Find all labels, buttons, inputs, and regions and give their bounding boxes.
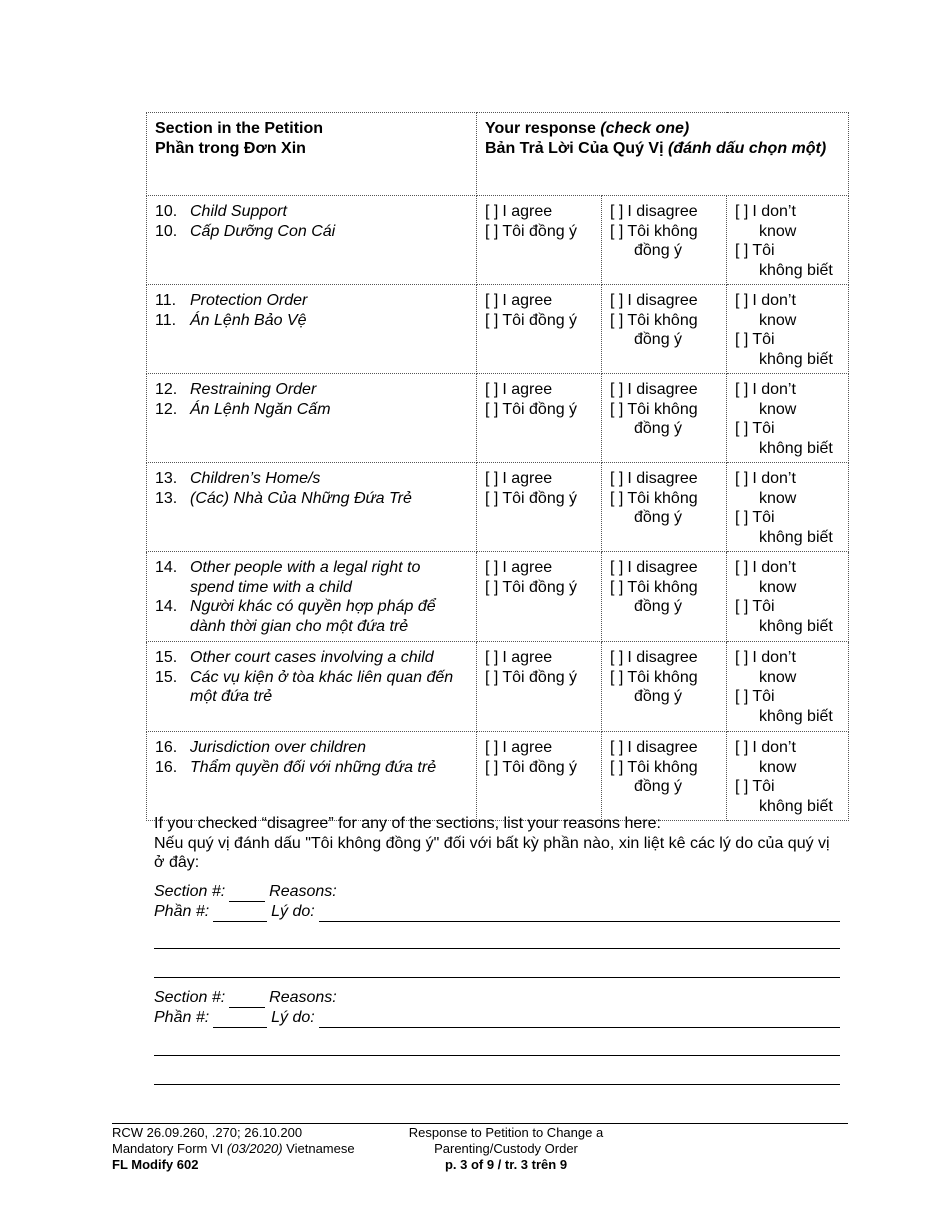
disagree-vi-checkbox[interactable]: [ ] Tôi không	[610, 400, 698, 418]
table-row-10	[147, 196, 849, 285]
dontknow-vi-cont: không biết	[759, 261, 833, 279]
disagree-vi-checkbox[interactable]: [ ] Tôi không	[610, 311, 698, 329]
agree-vi-checkbox[interactable]: [ ] Tôi đồng ý	[485, 222, 578, 240]
section-cell	[147, 374, 477, 463]
section-cell	[147, 732, 477, 821]
footer-left	[112, 1125, 355, 1173]
dontknow-checkbox[interactable]: [ ] I don’t	[735, 649, 796, 666]
agree-cell	[477, 196, 602, 285]
dontknow-cell	[727, 285, 849, 374]
dontknow-vi-cont: không biết	[759, 797, 833, 815]
disagree-vi-cont: đồng ý	[634, 778, 683, 795]
dontknow-en-cont: know	[759, 578, 797, 596]
dontknow-checkbox[interactable]: [ ] I don’t	[735, 470, 796, 487]
section-cell	[147, 196, 477, 285]
table-row-13	[147, 463, 849, 552]
footer-divider	[112, 1123, 848, 1124]
reason-phan-line: Phần #: Lý do:	[154, 902, 840, 922]
reasons-instruction-vi: Nếu quý vị đánh dấu "Tôi không đồng ý" đối với bất kỳ phần nào, xin liệt kê các lý do của quý vị ở đây:	[154, 834, 830, 871]
dontknow-vi-cont: không biết	[759, 528, 833, 546]
agree-cell	[477, 732, 602, 821]
table-row-15	[147, 642, 849, 732]
dontknow-vi-checkbox[interactable]: [ ] Tôi	[735, 688, 775, 705]
agree-checkbox[interactable]: [ ] I agree	[485, 203, 553, 220]
section-en: 11. Protection Order	[155, 292, 308, 309]
dontknow-checkbox[interactable]: [ ] I don’t	[735, 739, 796, 756]
disagree-cell	[602, 285, 727, 374]
header-section-vi: Phần trong Đơn Xin	[155, 139, 306, 157]
disagree-vi-cont: đồng ý	[634, 598, 683, 615]
section-vi: 12. Án Lệnh Ngăn Cấm	[155, 400, 331, 418]
dontknow-checkbox[interactable]: [ ] I don’t	[735, 203, 796, 220]
table-row-12	[147, 374, 849, 463]
footer-rcw: RCW 26.09.260, .270; 26.10.200	[112, 1125, 303, 1140]
dontknow-vi-checkbox[interactable]: [ ] Tôi	[735, 778, 775, 795]
agree-checkbox[interactable]: [ ] I agree	[485, 649, 553, 666]
dontknow-cell	[727, 642, 849, 732]
disagree-checkbox[interactable]: [ ] I disagree	[610, 292, 698, 309]
phan-number-blank[interactable]	[213, 1012, 267, 1028]
disagree-vi-cont: đồng ý	[634, 688, 683, 705]
header-response-vi: Bản Trả Lời Của Quý Vị (đánh dấu chọn một)	[485, 139, 827, 157]
dontknow-vi-cont: không biết	[759, 617, 833, 635]
disagree-cell	[602, 374, 727, 463]
dontknow-en-cont: know	[759, 489, 797, 507]
table-row-16	[147, 732, 849, 821]
footer-mandatory: Mandatory Form VI (03/2020) Vietnamese	[112, 1141, 355, 1156]
dontknow-vi-checkbox[interactable]: [ ] Tôi	[735, 331, 775, 348]
reason-section-line: Section #: Reasons:	[154, 989, 337, 1006]
disagree-cell	[602, 196, 727, 285]
section-cell	[147, 285, 477, 374]
disagree-vi-cont: đồng ý	[634, 331, 683, 348]
footer-title-2: Parenting/Custody Order	[434, 1141, 578, 1156]
dontknow-cell	[727, 552, 849, 642]
disagree-checkbox[interactable]: [ ] I disagree	[610, 649, 698, 666]
agree-cell	[477, 463, 602, 552]
agree-checkbox[interactable]: [ ] I agree	[485, 739, 553, 756]
reason-text-field[interactable]	[319, 1012, 840, 1028]
section-vi: 13. (Các) Nhà Của Những Đứa Trẻ	[155, 489, 412, 507]
dontknow-cell	[727, 196, 849, 285]
agree-vi-checkbox[interactable]: [ ] Tôi đồng ý	[485, 758, 578, 776]
dontknow-vi-cont: không biết	[759, 439, 833, 457]
disagree-vi-checkbox[interactable]: [ ] Tôi không	[610, 489, 698, 507]
disagree-vi-checkbox[interactable]: [ ] Tôi không	[610, 222, 698, 240]
reason-entry-1	[154, 882, 840, 922]
disagree-vi-cont: đồng ý	[634, 509, 683, 526]
agree-cell	[477, 374, 602, 463]
disagree-checkbox[interactable]: [ ] I disagree	[610, 470, 698, 487]
dontknow-vi-checkbox[interactable]: [ ] Tôi	[735, 598, 775, 615]
dontknow-vi-checkbox[interactable]: [ ] Tôi	[735, 420, 775, 437]
dontknow-cell	[727, 374, 849, 463]
section-en: 15. Other court cases involving a child	[155, 649, 434, 666]
agree-cell	[477, 552, 602, 642]
header-response-cell	[477, 113, 849, 196]
section-cell	[147, 552, 477, 642]
agree-checkbox[interactable]: [ ] I agree	[485, 470, 553, 487]
reason-entry-2	[154, 988, 840, 1028]
disagree-checkbox[interactable]: [ ] I disagree	[610, 559, 698, 576]
section-number-blank[interactable]	[229, 992, 265, 1008]
section-number-blank[interactable]	[229, 886, 265, 902]
table-row-11	[147, 285, 849, 374]
disagree-checkbox[interactable]: [ ] I disagree	[610, 203, 698, 220]
dontknow-vi-cont: không biết	[759, 707, 833, 725]
section-en: 13. Children’s Home/s	[155, 470, 321, 487]
table-header-row	[147, 113, 849, 196]
agree-vi-checkbox[interactable]: [ ] Tôi đồng ý	[485, 578, 578, 596]
disagree-cell	[602, 463, 727, 552]
dontknow-vi-cont: không biết	[759, 350, 833, 368]
table-row-14	[147, 552, 849, 642]
disagree-cell	[602, 642, 727, 732]
agree-vi-checkbox[interactable]: [ ] Tôi đồng ý	[485, 489, 578, 507]
section-vi: 11. Án Lệnh Bảo Vệ	[155, 311, 307, 329]
disagree-vi-checkbox[interactable]: [ ] Tôi không	[610, 578, 698, 596]
section-en: 14. Other people with a legal right to spend time with a child	[155, 559, 421, 596]
section-vi: 16. Thẩm quyền đối với những đứa trẻ	[155, 758, 437, 776]
header-section-en: Section in the Petition	[155, 120, 324, 137]
disagree-checkbox[interactable]: [ ] I disagree	[610, 739, 698, 756]
section-cell	[147, 642, 477, 732]
section-vi: 10. Cấp Dưỡng Con Cái	[155, 222, 336, 240]
disagree-cell	[602, 732, 727, 821]
dontknow-en-cont: know	[759, 222, 797, 240]
disagree-vi-cont: đồng ý	[634, 242, 683, 259]
dontknow-checkbox[interactable]: [ ] I don’t	[735, 381, 796, 398]
reason-text-field[interactable]	[319, 906, 840, 922]
section-en: 16. Jurisdiction over children	[155, 739, 367, 756]
divider-line	[154, 977, 840, 978]
agree-vi-checkbox[interactable]: [ ] Tôi đồng ý	[485, 668, 578, 686]
dontknow-checkbox[interactable]: [ ] I don’t	[735, 292, 796, 309]
response-table	[146, 112, 849, 821]
dontknow-en-cont: know	[759, 758, 797, 776]
dontknow-en-cont: know	[759, 400, 797, 418]
reason-line[interactable]	[154, 948, 840, 949]
reason-section-line: Section #: Reasons:	[154, 883, 337, 900]
dontknow-cell	[727, 463, 849, 552]
reasons-instruction-en: If you checked “disagree” for any of the sections, list your reasons here:	[154, 815, 661, 832]
section-en: 12. Restraining Order	[155, 381, 317, 398]
phan-number-blank[interactable]	[213, 906, 267, 922]
agree-checkbox[interactable]: [ ] I agree	[485, 292, 553, 309]
disagree-vi-checkbox[interactable]: [ ] Tôi không	[610, 758, 698, 776]
disagree-checkbox[interactable]: [ ] I disagree	[610, 381, 698, 398]
header-response-en: Your response (check one)	[485, 120, 690, 137]
disagree-vi-cont: đồng ý	[634, 420, 683, 437]
dontknow-vi-checkbox[interactable]: [ ] Tôi	[735, 242, 775, 259]
reasons-instructions	[154, 814, 844, 873]
agree-cell	[477, 285, 602, 374]
section-en: 10. Child Support	[155, 203, 287, 220]
reason-phan-line: Phần #: Lý do:	[154, 1008, 840, 1028]
agree-vi-checkbox[interactable]: [ ] Tôi đồng ý	[485, 400, 578, 418]
disagree-cell	[602, 552, 727, 642]
header-section-cell	[147, 113, 477, 196]
reason-line[interactable]	[154, 1084, 840, 1085]
footer-form-id: FL Modify 602	[112, 1157, 199, 1172]
agree-checkbox[interactable]: [ ] I agree	[485, 381, 553, 398]
dontknow-en-cont: know	[759, 311, 797, 329]
dontknow-en-cont: know	[759, 668, 797, 686]
disagree-vi-checkbox[interactable]: [ ] Tôi không	[610, 668, 698, 686]
agree-cell	[477, 642, 602, 732]
reason-line[interactable]	[154, 1055, 840, 1056]
section-vi: 14. Người khác có quyền hợp pháp để dành thời gian cho một đứa trẻ	[155, 598, 436, 635]
dontknow-vi-checkbox[interactable]: [ ] Tôi	[735, 509, 775, 526]
dontknow-checkbox[interactable]: [ ] I don’t	[735, 559, 796, 576]
section-cell	[147, 463, 477, 552]
footer-title-1: Response to Petition to Change a	[408, 1125, 604, 1140]
dontknow-cell	[727, 732, 849, 821]
agree-checkbox[interactable]: [ ] I agree	[485, 559, 553, 576]
section-vi: 15. Các vụ kiện ở tòa khác liên quan đến một đứa trẻ	[155, 668, 454, 705]
footer-page: p. 3 of 9 / tr. 3 trên 9	[444, 1157, 568, 1172]
agree-vi-checkbox[interactable]: [ ] Tôi đồng ý	[485, 311, 578, 329]
footer-center	[390, 1125, 622, 1173]
